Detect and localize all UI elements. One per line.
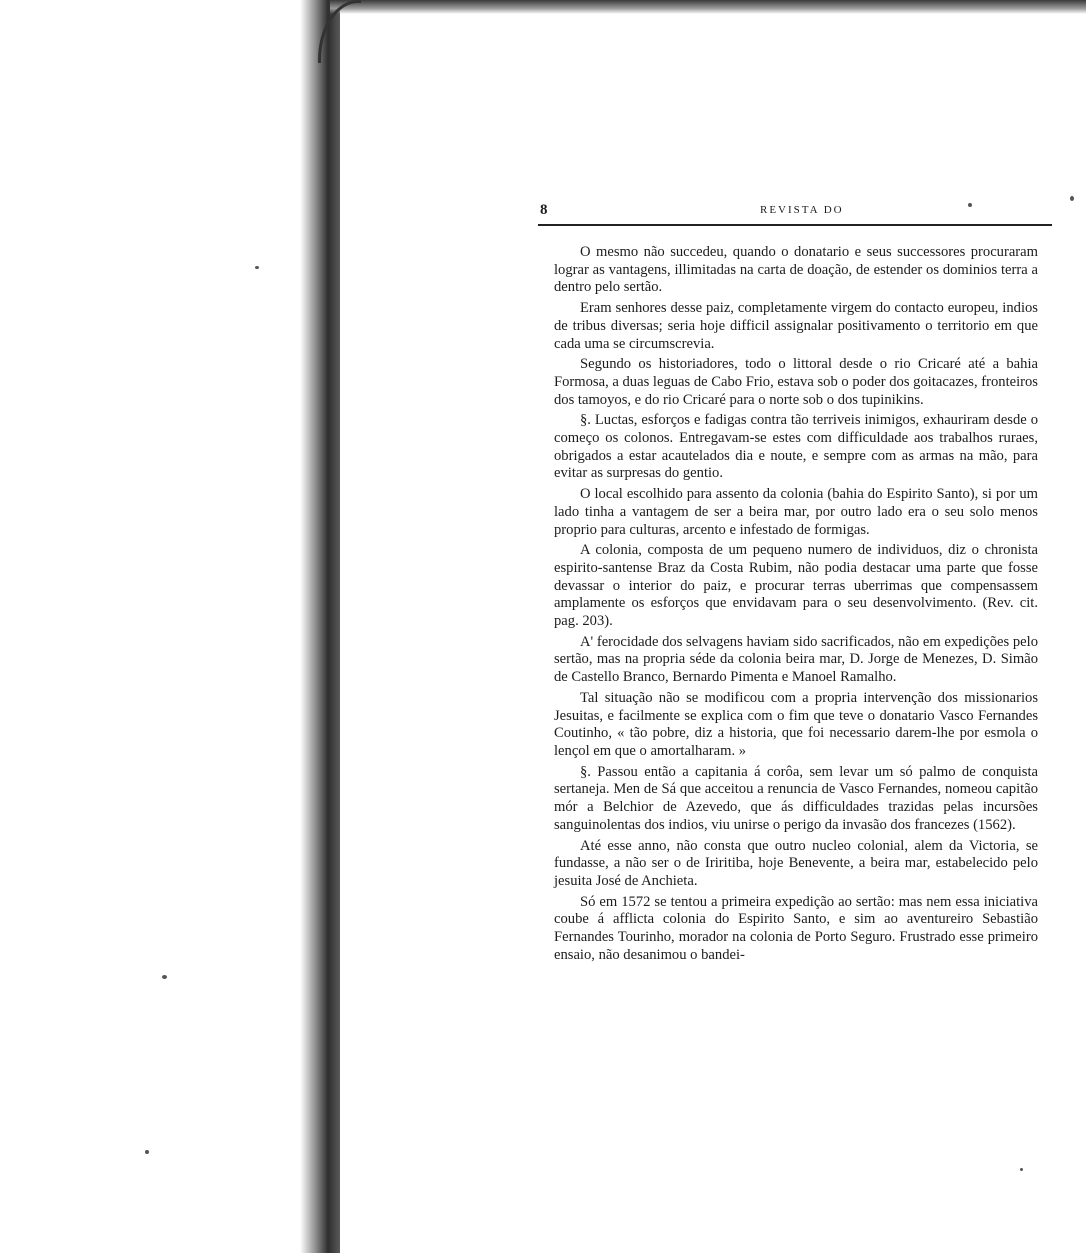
paragraph: Só em 1572 se tentou a primeira expedição ao sertão: mas nem essa iniciativa coube á afflicta colonia do Espirito Santo, e sim ao aventureiro Sebastião Fernandes Tourinho, morador na colonia de Porto Seguro. Frustrado esse primeiro ensaio, não desanimou o bandei- xyxy=(554,893,1038,963)
body-text xyxy=(554,244,1038,964)
paragraph: §. Luctas, esforços e fadigas contra tão terriveis inimigos, exhauriram desde o começo os colonos. Entregavam-se estes com difficuldade aos trabalhos ruraes, obrigados a estar acautelados dia e noute, e sempre com as armas na mão, para evitar as surpresas do gentio. xyxy=(554,412,1038,482)
paragraph: Segundo os historiadores, todo o littoral desde o rio Cricaré até a bahia Formosa, a duas leguas de Cabo Frio, estava sob o poder dos goitacazes, fronteiros dos tamoyos, e do rio Cricaré para o norte sob o dos tupinikins. xyxy=(554,356,1038,408)
header-rule xyxy=(538,224,1052,226)
scan-speck xyxy=(145,1150,149,1154)
paragraph: O local escolhido para assento da colonia (bahia do Espirito Santo), si por um lado tinha a vantagem de ser a beira mar, por outro lado era o seu solo menos proprio para culturas, arcento e infestado de formigas. xyxy=(554,486,1038,538)
scan-speck xyxy=(1070,196,1074,201)
page-number: 8 xyxy=(540,202,549,218)
paragraph: A' ferocidade dos selvagens haviam sido sacrificados, não em expedições pelo sertão, mas na propria séde da colonia beira mar, D. Jorge de Menezes, D. Simão de Castello Branco, Bernardo Pimenta e Manoel Ramalho. xyxy=(554,633,1038,686)
paragraph: Até esse anno, não consta que outro nucleo colonial, alem da Victoria, se fundasse, a não ser o de Iriritiba, hoje Benevente, a beira mar, estabelecido pelo jesuita José de Anchieta. xyxy=(554,837,1038,889)
page-top-edge xyxy=(330,0,1086,14)
paragraph: A colonia, composta de um pequeno numero de individuos, diz o chronista espirito-santense Braz da Costa Rubim, não podia destacar uma parte que fosse devassar o interior do paiz, e procurar terras uberrimas que compensassem amplamente os esforços que envidavam para o seu desenvolvimento. (Rev. cit. pag. 203). xyxy=(554,542,1038,630)
paragraph: Eram senhores desse paiz, completamente virgem do contacto europeu, indios de tribus diversas; seria hoje difficil assignalar positivamento o territorio em que cada uma se circumscrevia. xyxy=(554,300,1038,352)
running-title: REVISTA DO xyxy=(760,204,844,216)
scan-speck xyxy=(1020,1168,1023,1171)
paragraph: §. Passou então a capitania á corôa, sem levar um só palmo de conquista sertaneja. Men de Sá que acceitou a renuncia de Vasco Fernandes, nomeou capitão mór a Belchior de Azevedo, que ás difficuldades trazidas pelas incursões sanguinolentas dos indios, viu unirse o perigo da invasão dos francezes (1562). xyxy=(554,763,1038,833)
scan-speck xyxy=(162,975,167,979)
paragraph: Tal situação não se modificou com a propria intervenção dos missionarios Jesuitas, e facilmente se explica com o fim que teve o donatario Vasco Fernandes Coutinho, « tão pobre, diz a historia, que foi necessario darem-lhe por esmola o lençol em que o amortalharam. » xyxy=(554,689,1038,759)
scan-speck xyxy=(255,266,259,269)
page-header xyxy=(540,202,1050,222)
book-binding-shadow xyxy=(300,0,340,1253)
paragraph: O mesmo não succedeu, quando o donatario e seus successores procuraram lograr as vantagens, illimitadas na carta de doação, de estender os dominios terra a dentro pelo sertão. xyxy=(554,244,1038,296)
